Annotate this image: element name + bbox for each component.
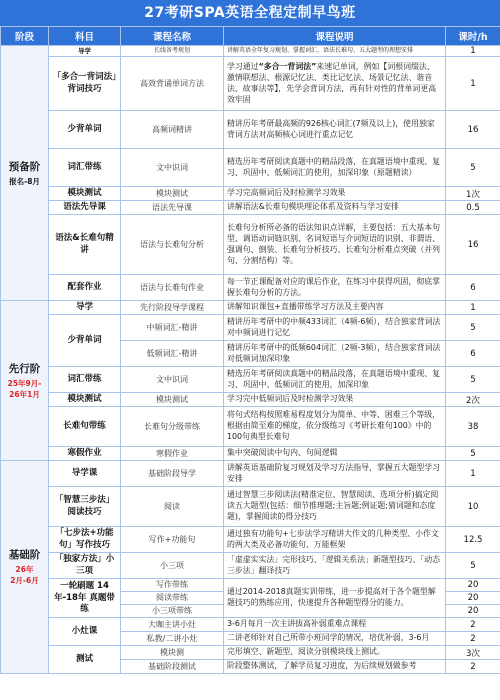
subject-cell: 模块测试 [49, 393, 121, 407]
desc-cell: 讲解英语基础阶复习规划及学习方法指导，掌握五大题型学习安排 [224, 461, 446, 487]
desc-cell: 学习完高频词后及时检测学习效果 [224, 187, 446, 201]
course-cell: 阅读 [121, 487, 224, 527]
subject-cell: 「多合一背词法」背词技巧 [49, 57, 121, 111]
col-header-desc: 课程说明 [224, 27, 446, 46]
table-row [1, 149, 500, 187]
course-cell: 文中识词 [121, 149, 224, 187]
col-header-hours: 课时/h [446, 27, 500, 46]
hours-cell: 38 [446, 407, 500, 447]
desc-cell: 完形填空、新题型、阅读分别模块线上测试。 [224, 646, 446, 660]
course-cell: 低频词汇-精讲 [121, 341, 224, 367]
course-cell: 中频词汇-精讲 [121, 315, 224, 341]
course-cell: 小三项 [121, 553, 224, 579]
desc-cell: 讲解英语全年复习规划、掌握词汇、语法长难句、五大题型的理想安排 [224, 46, 446, 57]
course-cell: 模块测试 [121, 187, 224, 201]
table-row [1, 57, 500, 111]
course-cell: 高频词精讲 [121, 111, 224, 149]
subject-cell: 语法先导课 [49, 201, 121, 215]
desc-cell: 学习完中低频词后及时检测学习效果 [224, 393, 446, 407]
hours-cell: 6 [446, 275, 500, 301]
course-cell: 高效背诵单词方法 [121, 57, 224, 111]
table-row [1, 367, 500, 393]
hours-cell: 1 [446, 461, 500, 487]
hours-cell: 2 [446, 632, 500, 646]
hours-cell: 5 [446, 149, 500, 187]
hours-cell: 5 [446, 315, 500, 341]
desc-cell: 通过独有功能句+七步法学习精讲大作文的几种类型、小作文的两大类及必备功能句、万能框架 [224, 527, 446, 553]
table-row [1, 275, 500, 301]
desc-cell: 讲解知识课包+直播带练学习方法及主要内容 [224, 301, 446, 315]
table-row [1, 553, 500, 579]
course-cell: 寒假作业 [121, 447, 224, 461]
desc-cell: 精选历年考研阅读真题中的精品段落，在真题语境中重现、复习、巩固中、低频词汇的使用，加深印象（原题精读） [224, 149, 446, 187]
desc-cell: 阶段整体测试，了解学员复习进度，为后续规划做参考 [224, 660, 446, 674]
stage-cell-basic [1, 461, 49, 674]
stage-period: 26年 2月-6月 [10, 565, 39, 586]
hours-cell: 10 [446, 487, 500, 527]
course-cell: 长线备考规划 [121, 46, 224, 57]
desc-cell: 精讲历年考研中的中频433词汇（4频-6频），结合独家背词法对中频词进行记忆 [224, 315, 446, 341]
table-row [1, 487, 500, 527]
course-cell: 模块测试 [121, 393, 224, 407]
course-cell: 语法与长难句作业 [121, 275, 224, 301]
subject-cell: 导学 [49, 301, 121, 315]
table-header-row [1, 27, 500, 46]
stage-name: 预备阶 [8, 160, 41, 173]
subject-cell: 少背单词 [49, 111, 121, 149]
desc-cell: 长难句分析所必备的语法知识点详解，主要包括：五大基本句型、调语动词链识别、名词短语与介词短语的识别、非谓语、强调句、倒装、长难句分析技巧、长难句分析难点突破（并列句、分割结构）等。 [224, 215, 446, 275]
stage-period: 报名-8月 [9, 176, 40, 186]
stage-period: 25年9月- 26年1月 [7, 378, 42, 399]
hours-cell: 20 [446, 579, 500, 592]
hours-cell: 12.5 [446, 527, 500, 553]
desc-cell: 通过2014-2018真题实训带练，进一步提高对于各个题型解题技巧的熟练应用，快速提升各种题型得分的能力。 [224, 579, 446, 618]
course-cell: 基础阶段导学 [121, 461, 224, 487]
course-cell: 语法与长难句分析 [121, 215, 224, 275]
table-row [1, 215, 500, 275]
subject-cell: 少背单词 [49, 315, 121, 367]
subject-cell: 「智慧三步法」阅读技巧 [49, 487, 121, 527]
desc-cell: 通过智慧三步阅读法(精准定位、智慧阅读、选项分析)搞定阅读五大题型(包括：细节推理题;主旨题;例证题;猜词题和态度题)，掌握阅读的得分技巧 [224, 487, 446, 527]
table-row [1, 527, 500, 553]
hours-cell: 6 [446, 341, 500, 367]
subject-cell: 语法&长难句精讲 [49, 215, 121, 275]
course-cell: 写作带练 [121, 579, 224, 592]
course-cell: 阅读带练 [121, 592, 224, 605]
table-row [1, 315, 500, 341]
hours-cell: 1 [446, 57, 500, 111]
hours-cell: 1 [446, 301, 500, 315]
hours-cell: 2次 [446, 393, 500, 407]
table-row [1, 111, 500, 149]
hours-cell: 1 [446, 46, 500, 57]
table-row [1, 187, 500, 201]
subject-cell: 配套作业 [49, 275, 121, 301]
subject-cell: 词汇带练 [49, 149, 121, 187]
hours-cell: 5 [446, 553, 500, 579]
course-cell: 长难句分级带练 [121, 407, 224, 447]
desc-cell: 将句式结构按照难易程度划分为简单、中等、困难三个等级，根据由简至难的梯度，依分级练习《考研长难句100》中的100句典型长难句 [224, 407, 446, 447]
desc-cell: 精选历年考研阅读真题中的精品段落，在真题语境中重现、复习、巩固中、低频词汇的使用，加深印象 [224, 367, 446, 393]
course-cell: 写作+功能句 [121, 527, 224, 553]
desc-cell: 学习通过“多合一背词法”来速记单词，例如【词根词缀法、激情联想法、根源记忆法、类比记忆法、场景记忆法、谐音法、故事法等】，先学会背词方法，再有针对性的背单词更高效牢固 [224, 57, 446, 111]
method-highlight: “多合一背词法” [258, 61, 317, 71]
desc-cell: 集中突破阅读中句内、句间逻辑 [224, 447, 446, 461]
subject-cell: 导学 [49, 46, 121, 57]
subject-cell: 测试 [49, 646, 121, 674]
desc-cell: 每一节正课配备对应的课后作业，在练习中获得巩固，彻底掌握长难句分析的方法。 [224, 275, 446, 301]
subject-cell: 一轮刷题 14年-18年 真题带练 [49, 579, 121, 618]
table-row [1, 461, 500, 487]
course-cell: 私教/二讲小灶 [121, 632, 224, 646]
hours-cell: 2 [446, 618, 500, 632]
desc-cell: 精讲历年考研最高频的926核心词汇(7频及以上)，使用独家背词方法对高频核心词进行重点记忆 [224, 111, 446, 149]
stage-name: 基础阶 [8, 549, 41, 562]
table-row [1, 579, 500, 592]
hours-cell: 2 [446, 660, 500, 674]
course-cell: 先行阶段导学课程 [121, 301, 224, 315]
hours-cell: 20 [446, 592, 500, 605]
desc-cell: 「虚虚实实法」完形技巧、「逻辑关系法」新题型技巧、「动态三步法」翻译技巧 [224, 553, 446, 579]
course-cell: 文中识词 [121, 367, 224, 393]
subject-cell: 词汇带练 [49, 367, 121, 393]
course-cell: 语法先导课 [121, 201, 224, 215]
table-row [1, 201, 500, 215]
hours-cell: 1次 [446, 187, 500, 201]
course-cell: 基础阶段测试 [121, 660, 224, 674]
table-row [1, 46, 500, 57]
course-cell: 模块测 [121, 646, 224, 660]
subject-cell: 「七步法+功能句」写作技巧 [49, 527, 121, 553]
hours-cell: 5 [446, 367, 500, 393]
desc-cell: 讲解语法&长难句模块理论体系及资料与学习安排 [224, 201, 446, 215]
page-title: 27考研SPA英语全程定制早鸟班 [0, 0, 500, 26]
stage-cell-prep [1, 46, 49, 301]
col-header-stage: 阶段 [1, 27, 49, 46]
table-row [1, 407, 500, 447]
course-cell: 小三项带练 [121, 605, 224, 618]
table-row [1, 301, 500, 315]
col-header-subject: 科目 [49, 27, 121, 46]
table-row [1, 393, 500, 407]
stage-cell-advance [1, 301, 49, 461]
schedule-table [0, 26, 500, 674]
table-row [1, 618, 500, 632]
stage-name: 先行阶 [8, 362, 41, 375]
subject-cell: 寒假作业 [49, 447, 121, 461]
hours-cell: 16 [446, 111, 500, 149]
course-cell: 大咖主讲小灶 [121, 618, 224, 632]
hours-cell: 0.5 [446, 201, 500, 215]
subject-cell: 小灶课 [49, 618, 121, 646]
hours-cell: 20 [446, 605, 500, 618]
subject-cell: 导学课 [49, 461, 121, 487]
table-row [1, 646, 500, 660]
hours-cell: 5 [446, 447, 500, 461]
desc-cell: 二讲老师针对自己所带小班同学的情况，培优补弱，3-6月 [224, 632, 446, 646]
desc-cell: 3-6月每月一次主讲拔高补弱重难点课程 [224, 618, 446, 632]
subject-cell: 「独家方法」小三项 [49, 553, 121, 579]
desc-cell: 精讲历年考研中的低频604词汇（2频-3频），结合独家背词法对低频词加深印象 [224, 341, 446, 367]
subject-cell: 长难句带练 [49, 407, 121, 447]
hours-cell: 16 [446, 215, 500, 275]
hours-cell: 3次 [446, 646, 500, 660]
subject-cell: 模块测试 [49, 187, 121, 201]
col-header-course: 课程名称 [121, 27, 224, 46]
table-row [1, 447, 500, 461]
